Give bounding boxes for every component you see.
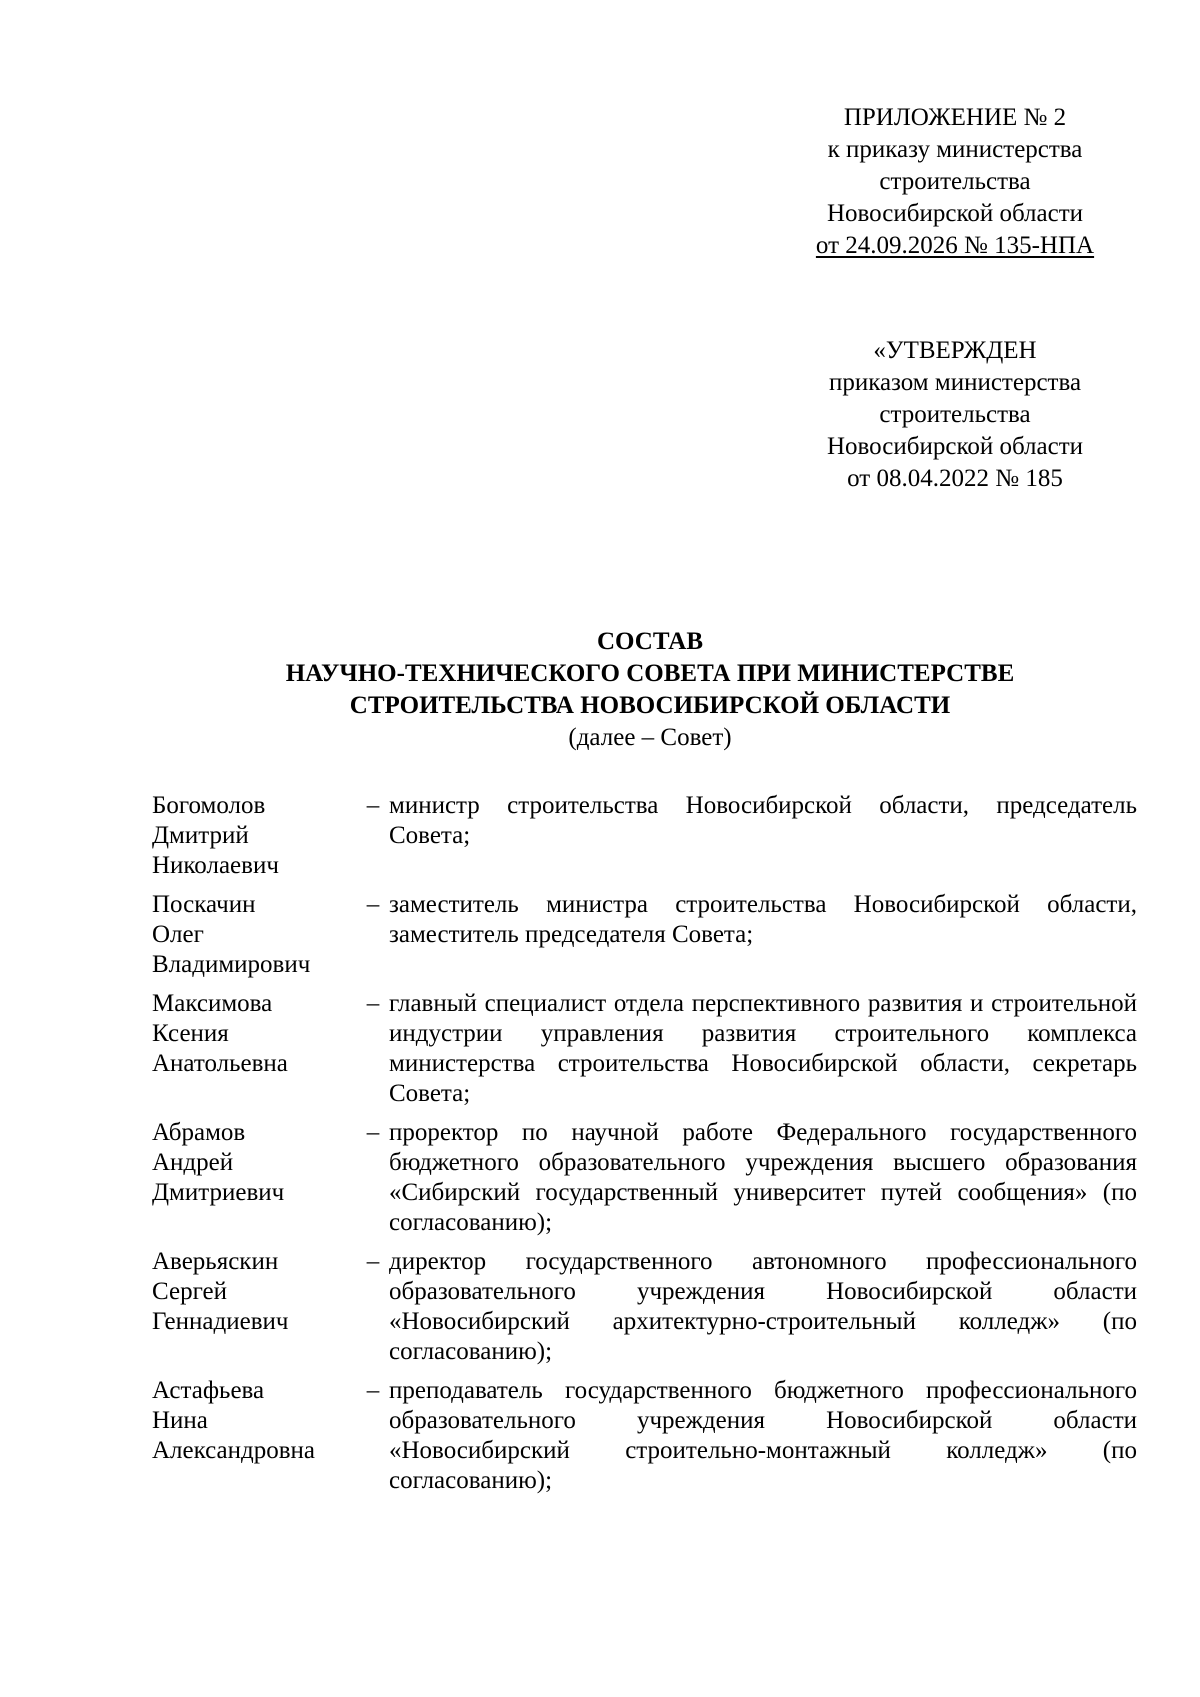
- title-line-3: СТРОИТЕЛЬСТВА НОВОСИБИРСКОЙ ОБЛАСТИ: [349, 692, 951, 719]
- member-role: директор государственного автономного профессионального образовательного учреждения Новосибирской области «Новосибирский архитектурно-строительный колледж» (по согласованию);: [389, 1248, 1137, 1365]
- member-role: проректор по научной работе Федерального государственного бюджетного образовательного учреждения высшего образования «Сибирский государственный университет путей сообщения» (по согласованию);: [389, 1119, 1137, 1236]
- member-row: [152, 890, 1137, 980]
- member-patronymic: Дмитриевич: [152, 1179, 285, 1206]
- approval-order-ref: приказом министерства: [828, 369, 1082, 396]
- member-role: главный специалист отдела перспективного развития и строительной индустрии управления развития строительного комплекса министерства строительства Новосибирской области, секретарь Совета;: [389, 990, 1137, 1107]
- member-surname: Богомолов: [152, 792, 266, 819]
- member-dash: –: [366, 1119, 380, 1146]
- member-dash: –: [366, 1377, 380, 1404]
- member-role: заместитель министра строительства Новосибирской области, заместитель председателя Совета;: [389, 891, 1137, 948]
- member-full-name: [152, 989, 357, 1109]
- member-first-name: Андрей: [152, 1149, 234, 1176]
- approval-stamp: [790, 335, 1120, 495]
- approval-ministry: строительства: [879, 401, 1031, 428]
- member-full-name: [152, 1376, 357, 1496]
- approval-date-number: от 08.04.2022 № 185: [847, 465, 1063, 492]
- title-subtitle: (далее – Совет): [568, 724, 732, 751]
- member-patronymic: Анатольевна: [152, 1050, 288, 1077]
- title-line-2: НАУЧНО-ТЕХНИЧЕСКОГО СОВЕТА ПРИ МИНИСТЕРСТВЕ: [285, 660, 1015, 687]
- appendix-ministry: строительства: [879, 168, 1031, 195]
- member-first-name: Сергей: [152, 1278, 227, 1305]
- member-dash: –: [366, 891, 380, 918]
- members-list: [152, 791, 1137, 1505]
- member-row: [152, 1247, 1137, 1367]
- member-full-name: [152, 1247, 357, 1367]
- appendix-order-ref: к приказу министерства: [827, 136, 1083, 163]
- document-title: [150, 626, 1150, 754]
- appendix-region: Новосибирской области: [826, 200, 1084, 227]
- member-full-name: [152, 890, 357, 980]
- member-dash: –: [366, 1248, 380, 1275]
- member-surname: Абрамов: [152, 1119, 246, 1146]
- appendix-header: [790, 102, 1120, 262]
- approval-region: Новосибирской области: [826, 433, 1084, 460]
- member-role: министр строительства Новосибирской области, председатель Совета;: [389, 792, 1137, 849]
- member-surname: Максимова: [152, 990, 273, 1017]
- member-surname: Поскачин: [152, 891, 256, 918]
- title-line-1: СОСТАВ: [596, 628, 704, 655]
- member-first-name: Нина: [152, 1407, 208, 1434]
- member-first-name: Дмитрий: [152, 822, 249, 849]
- member-patronymic: Александровна: [152, 1437, 316, 1464]
- member-surname: Аверьяскин: [152, 1248, 279, 1275]
- member-row: [152, 1118, 1137, 1238]
- member-row: [152, 1376, 1137, 1496]
- approval-heading: «УТВЕРЖДЕН: [873, 337, 1037, 364]
- member-surname: Астафьева: [152, 1377, 265, 1404]
- appendix-number: ПРИЛОЖЕНИЕ № 2: [843, 104, 1067, 131]
- member-first-name: Ксения: [152, 1020, 229, 1047]
- member-patronymic: Николаевич: [152, 852, 279, 879]
- member-patronymic: Геннадиевич: [152, 1308, 289, 1335]
- appendix-date-number: от 24.09.2026 № 135-НПА: [815, 232, 1095, 259]
- member-patronymic: Владимирович: [152, 951, 311, 978]
- member-first-name: Олег: [152, 921, 204, 948]
- member-role: преподаватель государственного бюджетного профессионального образовательного учреждения Новосибирской области «Новосибирский строительно-монтажный колледж» (по согласованию);: [389, 1377, 1137, 1494]
- member-row: [152, 989, 1137, 1109]
- member-dash: –: [366, 792, 380, 819]
- member-full-name: [152, 1118, 357, 1238]
- member-row: [152, 791, 1137, 881]
- member-full-name: [152, 791, 357, 881]
- member-dash: –: [366, 990, 380, 1017]
